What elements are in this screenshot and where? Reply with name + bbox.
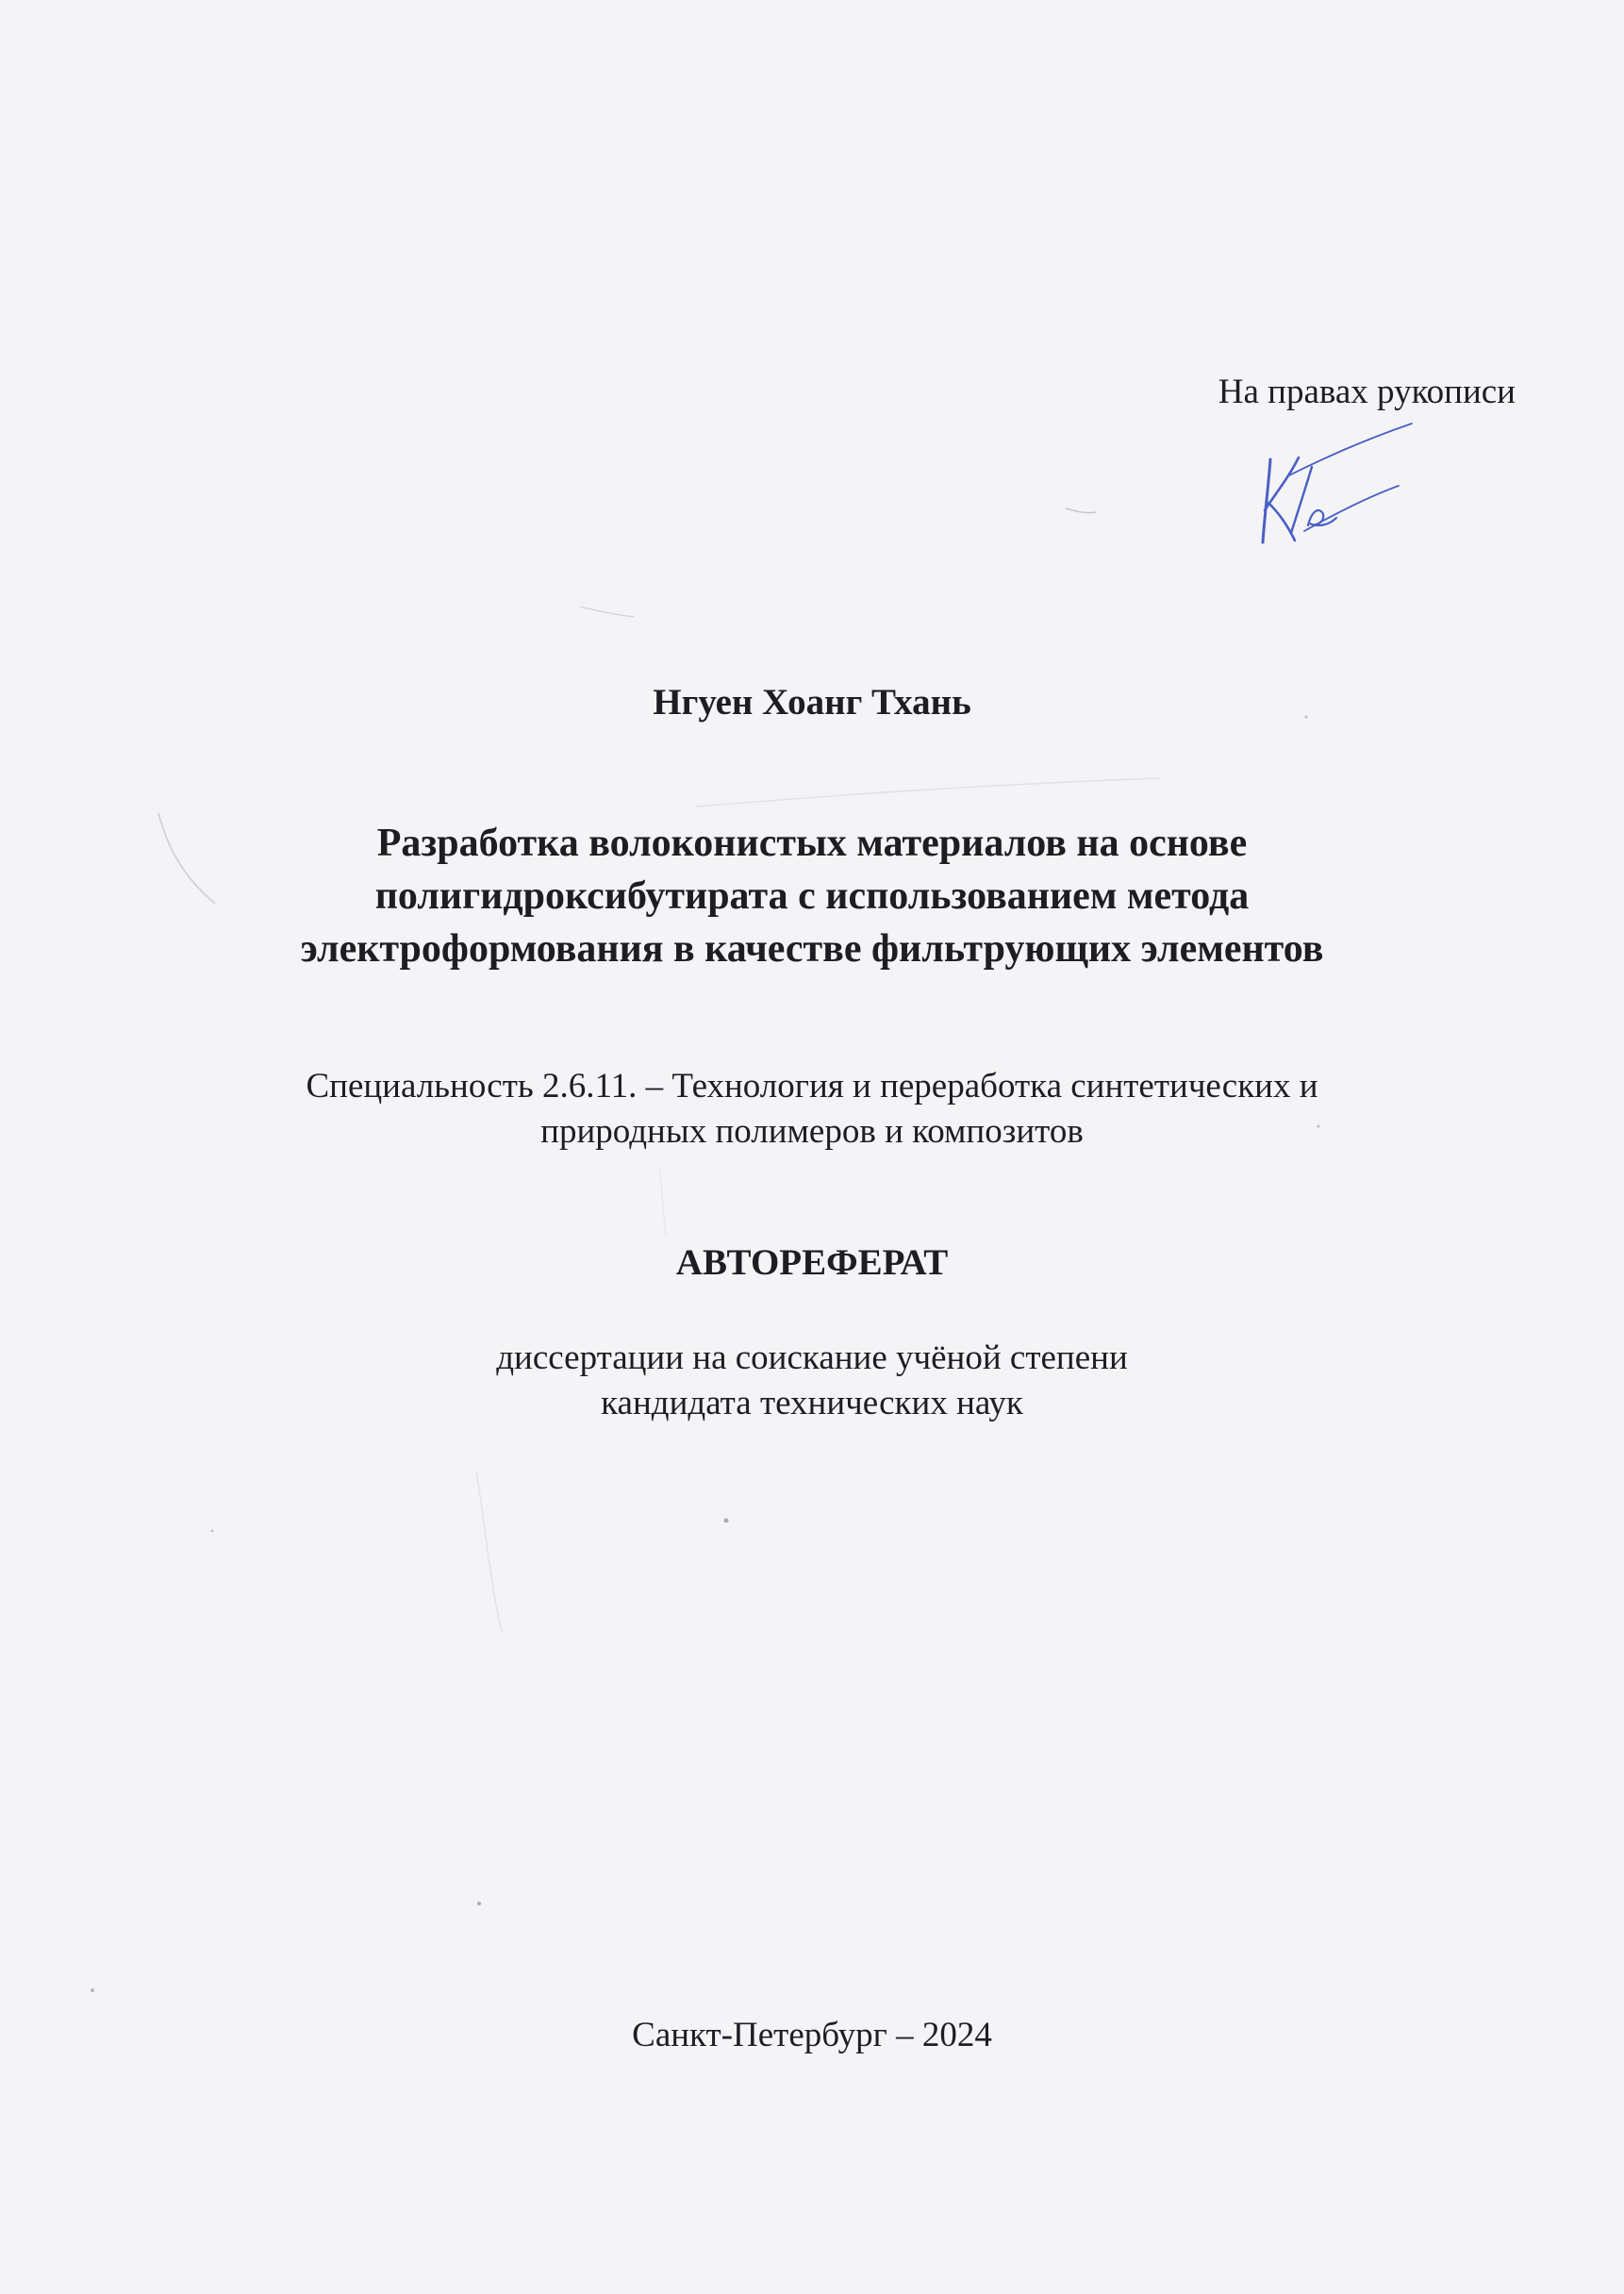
author-signature — [1250, 420, 1419, 561]
title-line-1: Разработка волоконистых материалов на основе — [376, 822, 1248, 865]
author-name: Нгуен Хоанг Тхань — [653, 682, 971, 723]
manuscript-rights-note: На правах рукописи — [1218, 373, 1516, 411]
degree-line-2: кандидата технических наук — [601, 1384, 1023, 1422]
title-line-3: электроформования в качестве фильтрующих элементов — [300, 927, 1324, 971]
specialty-line-2: природных полимеров и композитов — [540, 1112, 1084, 1151]
city-year: Санкт-Петербург – 2024 — [632, 2016, 992, 2054]
degree-line-1: диссертации на соискание учёной степени — [496, 1338, 1128, 1377]
document-type-heading: АВТОРЕФЕРАТ — [675, 1242, 949, 1283]
specialty-line-1: Специальность 2.6.11. – Технология и переработка синтетических и — [306, 1067, 1318, 1105]
title-line-2: полигидроксибутирата с использованием метода — [374, 874, 1250, 918]
